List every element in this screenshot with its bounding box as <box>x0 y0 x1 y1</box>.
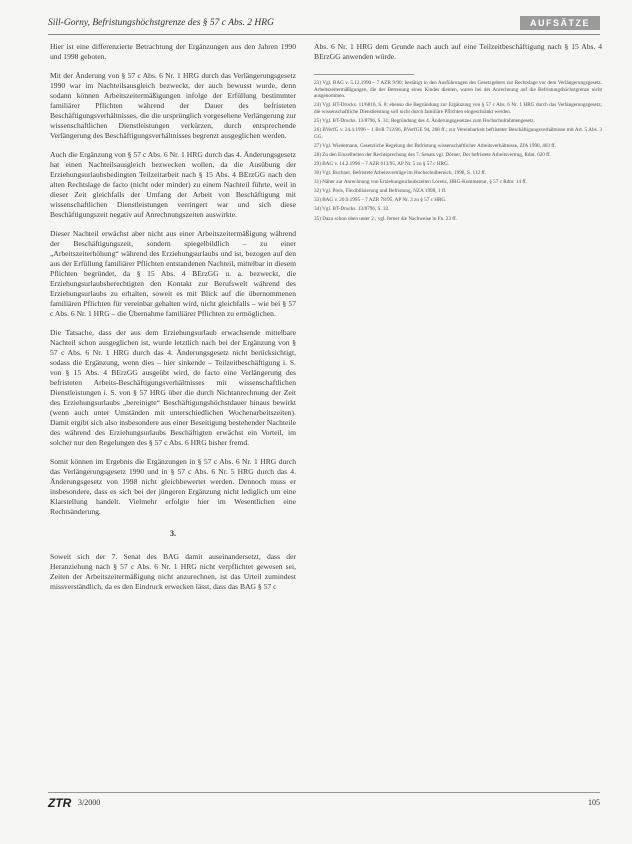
footnote: 28) Zu den Einzelheiten der Rechtsprechung des 7. Senats vgl. Dörner, Der befristete Arbeitsvertrag, Rdnr. 620 ff. <box>314 151 551 158</box>
footnote: 33) BAG v. 20.9.1995 – 7 AZR 78/95, AP Nr. 3 zu § 57 c HRG. <box>314 197 447 204</box>
footnote: 34) Vgl. BT-Drucks. 13/8796, S. 32. <box>314 206 390 213</box>
footnote: 29) BAG v. 14.2.1996 – 7 AZR 613/95, AP Nr. 5 zu § 57 c HRG. <box>314 160 450 167</box>
paragraph: Hier ist eine differenzierte Betrachtung der Ergänzungen aus den Jahren 1990 und 1998 geboten. <box>50 42 296 61</box>
page-number: 105 <box>588 798 600 807</box>
footnote: 35) Dazu schon oben unter 2.; vgl. ferner die Nachweise in Fn. 23 ff. <box>314 215 457 222</box>
paragraph: Auch die Ergänzung von § 57 c Abs. 6 Nr. 1 HRG durch das 4. Änderungsgesetz hat einen Nachteilsausgleich bezwecken wollen, da die Ausübung der Erziehungsurlaubsbedingten Teilzeitarbeit nach § 15 Abs. 4 BErzGG nach den alten Rechtslage de facto (nicht oder minder) zu einem Nachteil führte, weil in dieser Zeit gleichfalls der Umfang der Arbeit von Beschäftigung mit wissenschaftlichen Dienstleistungen verringert war und sich diese Beschäftigungszeit negativ auf Anrechnungszeiten auswirkte. <box>50 150 296 219</box>
footnotes <box>314 80 602 222</box>
footnote: 24) Vgl. BT-Drucks. 11/6816, S. 8; ebenso die Begründung zur Ergänzung von § 57 c Abs. 6 Nr. 1 HRG durch das Verlängerungsgesetz; die wissenschaftliche Dienstleistung soll nicht durch familiäre Pflichten eingeschränkt werden. <box>314 102 602 115</box>
footnote-divider <box>314 74 414 75</box>
paragraph: Die Tatsache, dass der aus dem Erziehungsurlaub erwachsende mittelbare Nachteil schon ausgeglichen ist, wurde letztlich nach bei der Ergänzung von § 57 c Abs. 6 Nr. 1 HRG durch das 4. Änderungsgesetz nicht berücksichtigt, sodass die Ergänzung, wenn dies – hier sinkende – Teilzeitbeschäftigung i. S. von § 15 Abs. 4 BErzGG ausgeübt wird, de facto eine Verlängerung des befristeten Arbeits-Beschäftigungsverhältnisses mit wissenschaftlichen Dienstleistungen i. S. von § 57 HRG über die durch Nichtanrechnung der Zeit des Erziehungsurlaubs „bereinigte“ Beschäftigungshöchstdauer hinaus bewirkt (wenn auch unter Umständen mit unterschiedlichen Wochenarbeitszeiten). Damit ergibt sich also insbesondere aus einer Beseitigung bestehender Nachteile des während des Erziehungsurlaubs Beschäftigten erwächst ein Vorteil, im solcher nur den Regelungen des § 57 c Abs. 6 HRG bisher fremd. <box>50 328 296 447</box>
header-divider <box>48 34 600 35</box>
footnote: 32) Vgl. Preis, Flexibilisierung und Befristung, NZA 1998, 1 ff. <box>314 188 447 195</box>
left-column <box>50 42 296 601</box>
footnote: 27) Vgl. Wiedemann, Gesetzliche Regelung der Befristung wissenschaftlicher Arbeitsverhältnisse, ZfA 1990, 403 ff. <box>314 142 556 149</box>
header-title: Sill-Gorny, Befristungshöchstgrenze des § 57 c Abs. 2 HRG <box>48 18 274 28</box>
footnote: 30) Vgl. Buchner, Befristete Arbeitsverträge im Hochschulbereich, 1998, S. 112 ff. <box>314 170 486 177</box>
footnote: 25) Vgl. BT-Drucks. 13/8796, S. 31; Begründung des 4. Änderungsgesetzes zum Hochschulrahmengesetz. <box>314 117 535 124</box>
footnote: 23) Vgl. BAG v. 5.12.1990 – 7 AZR 9/90; bestätigt in den Ausführungen des Gesetzgebers zur Rechtslage vor dem Verlängerungsgesetz. Arbeitszeitermäßigungen, die der Betreuung eines Kindes dienten, waren bei der Anrechnung auf die Befristungshöchstgrenze nicht ausgenommen. <box>314 80 602 100</box>
footnote: 26) BVerfG v. 24.4.1996 – 1 BvR 712/86, BVerfGE 94, 268 ff.; zur Vereinbarkeit befristeter Beschäftigungsverhältnisse mit Art. 5 Abs. 3 GG. <box>314 127 602 140</box>
section-badge: AUFSÄTZE <box>520 16 600 30</box>
running-header <box>48 18 600 32</box>
page-footer <box>48 796 600 812</box>
right-column <box>314 42 602 225</box>
footer-divider <box>48 792 600 793</box>
section-number: 3. <box>170 529 176 538</box>
paragraph: Somit können im Ergebnis die Ergänzungen in § 57 c Abs. 6 Nr. 1 HRG durch das Verlängerungsgesetz 1990 und in § 57 c Abs. 6 Nr. 5 HRG durch das 4. Änderungsgesetz von 1998 nicht gleichbewertet werden. Dennoch muss er insbesondere, dass es sich bei der jüngeren Ergänzung nicht lediglich um eine Klarstellung handelt. Vielmehr erfolgte hier im Wesentlichen eine Rechtsänderung. <box>50 457 296 516</box>
issue-number: 3/2000 <box>78 798 101 807</box>
paragraph: Soweit sich der 7. Senat des BAG damit auseinandersetzt, dass der Heranziehung nach § 57 c Abs. 6 Nr. 1 HRG nicht verpflichtet gewesen sei, Zeiten der Arbeitszeitermäßigung nicht anzurechnen, ist das Urteil zumindest missverständlich, da es den Eindruck erwecken lässt, dass das BAG § 57 c <box>50 552 296 591</box>
paragraph: Abs. 6 Nr. 1 HRG dem Grunde nach auch auf eine Teilzeitbeschäftigung nach § 15 Abs. 4 BErzGG anwenden würde. <box>314 42 602 61</box>
journal-logo: ZTR <box>48 796 72 810</box>
paragraph: Dieser Nachteil erwächst aber nicht aus einer Arbeitszeitermäßigung während der Beschäftigungszeit, sondern spiegelbildlich – zu einer „Arbeitszeiterhöhung“ während des Erziehungsurlaubs und ist, bezogen auf den aus der Erfüllung familiärer Pflichten entstandenen Nachteil, mittelbar in diesem Pflichten begründet, da § 15 Abs. 4 BErzGG u. a. bezweckt, die Erziehungsurlaubsberechtigten den Kontakt zur Berufswelt während des Erziehungsurlaubs zu erhalten, soweit es mit Blick auf die übernommenen familiären Pflichten für vereinbar gehalten wird, nicht gleichfalls – wie bei § 57 c Abs. 6 Nr. 1 HRG – die Übernahme familiärer Pflichten zu ermöglichen. <box>50 229 296 318</box>
paragraph: Mit der Änderung von § 57 c Abs. 6 Nr. 1 HRG durch das Verlängerungsgesetz 1990 war im Nachteilsausgleich bezweckt, der auch bewusst wurde, denn sodann können Arbeitszeitermäßigungen infolge der Erfüllung bestimmter familiärer Pflichten während der Dauer des befristeten Beschäftigungsverhältnisses, die die ursprünglich vorgesehene Verlängerung zur wissenschaftlichen Dienstleistungen verkürzen, durch entsprechende Verlängerung des Beschäftigungsverhältnisses begrenzt ausgeglichen werden. <box>50 71 296 140</box>
footnote: 31) Näher zur Anrechnung von Erziehungsurlaubszeiten Lorenz, HRG-Kommentar, § 57 c Rdnr. 14 ff. <box>314 179 528 186</box>
